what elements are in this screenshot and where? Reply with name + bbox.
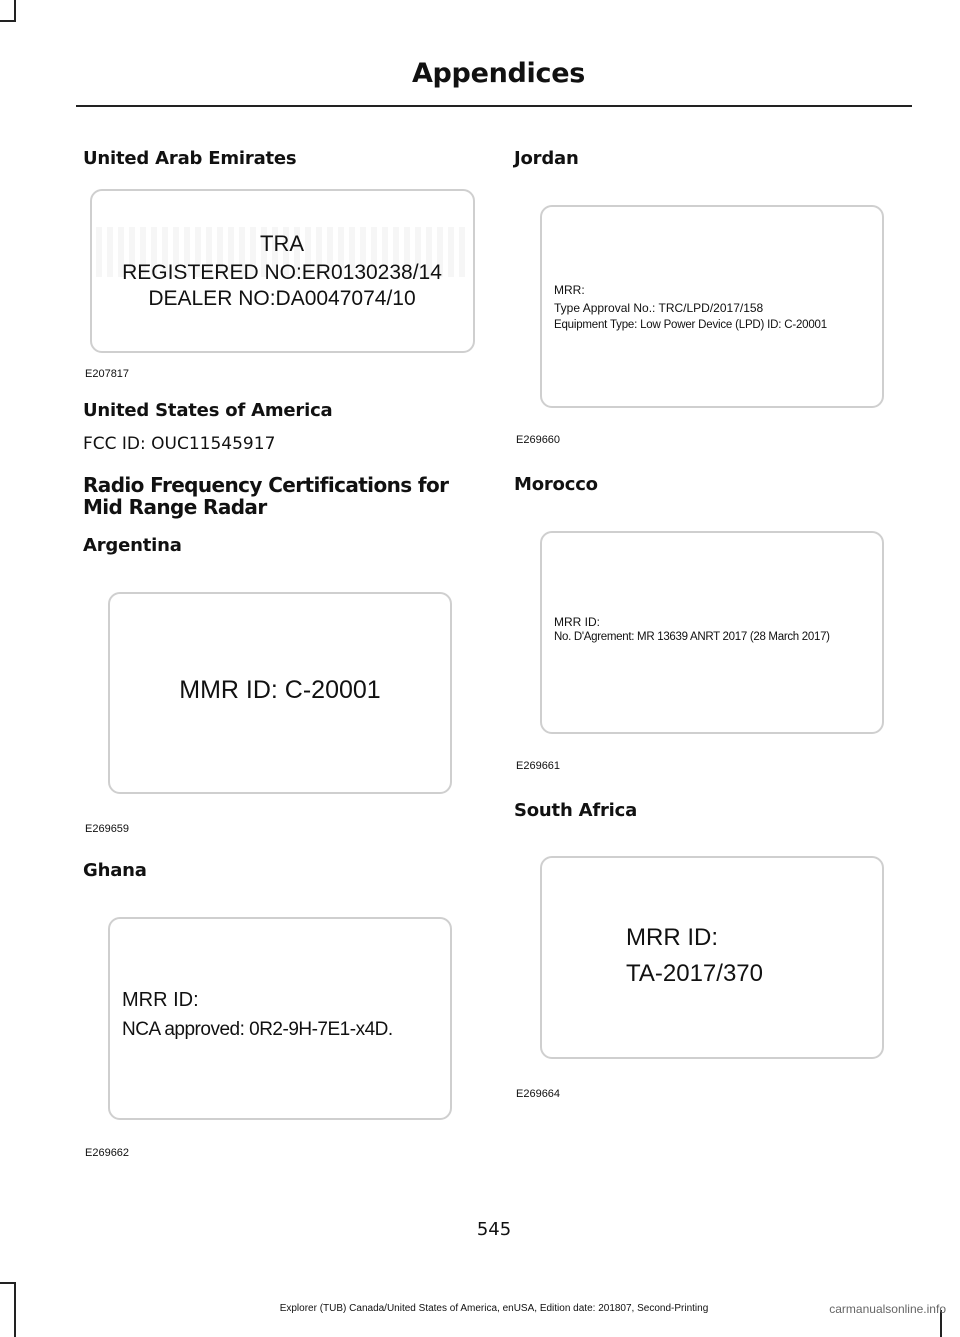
argentina-figure-code: E269659 — [85, 823, 130, 835]
section-heading-line1: Radio Frequency Certifications for — [83, 473, 449, 497]
page-header-title: Appendices — [411, 58, 585, 89]
south-africa-heading: South Africa — [514, 800, 638, 821]
uae-figure-code: E207817 — [85, 368, 130, 380]
ghana-label-image — [108, 917, 452, 1120]
header-rule — [76, 105, 912, 107]
south-africa-label-line1: MRR ID: — [626, 924, 718, 951]
section-heading-line2: Mid Range Radar — [83, 495, 267, 519]
ghana-heading: Ghana — [83, 860, 147, 881]
morocco-label-line1: MRR ID: — [554, 615, 600, 629]
morocco-figure-code: E269661 — [516, 760, 561, 772]
argentina-heading: Argentina — [83, 535, 182, 556]
south-africa-figure-code: E269664 — [516, 1088, 561, 1100]
ghana-figure-code: E269662 — [85, 1147, 130, 1159]
page-number: 545 — [476, 1219, 512, 1240]
morocco-heading: Morocco — [514, 474, 598, 495]
jordan-label-line2: Type Approval No.: TRC/LPD/2017/158 — [554, 301, 764, 315]
crop-mark-bottom-left-h — [0, 1282, 16, 1284]
uae-label-line3: DEALER NO:DA0047074/10 — [148, 287, 416, 310]
morocco-label-line2: No. D'Agrement: MR 13639 ANRT 2017 (28 March 2017) — [554, 631, 830, 643]
uae-label-image — [90, 189, 475, 353]
argentina-label-image — [108, 592, 452, 794]
crop-mark-top-left-v — [14, 0, 16, 22]
jordan-label-line1: MRR: — [554, 283, 585, 297]
crop-mark-top-left-h — [0, 20, 16, 22]
south-africa-label-line2: TA-2017/370 — [626, 960, 763, 987]
argentina-label-line1: MMR ID: C-20001 — [179, 676, 381, 704]
watermark: carmanualsonline.info — [829, 1302, 946, 1316]
ghana-label-line2: NCA approved: 0R2-9H-7E1-x4D. — [122, 1019, 393, 1040]
ghana-label-line1: MRR ID: — [122, 989, 199, 1011]
usa-fcc-id: FCC ID: OUC11545917 — [83, 434, 276, 454]
jordan-label-image — [540, 205, 884, 408]
south-africa-label-image — [540, 856, 884, 1059]
uae-label-line1: TRA — [260, 231, 304, 256]
usa-heading: United States of America — [83, 400, 333, 421]
uae-heading: United Arab Emirates — [83, 148, 297, 169]
morocco-label-image — [540, 531, 884, 734]
jordan-figure-code: E269660 — [516, 434, 561, 446]
jordan-label-line3: Equipment Type: Low Power Device (LPD) ID: C-20001 — [554, 319, 827, 331]
uae-label-line2: REGISTERED NO:ER0130238/14 — [122, 261, 442, 284]
jordan-heading: Jordan — [514, 148, 579, 169]
footer-edition-text: Explorer (TUB) Canada/United States of America, enUSA, Edition date: 201807, Second-Printing — [279, 1303, 709, 1314]
